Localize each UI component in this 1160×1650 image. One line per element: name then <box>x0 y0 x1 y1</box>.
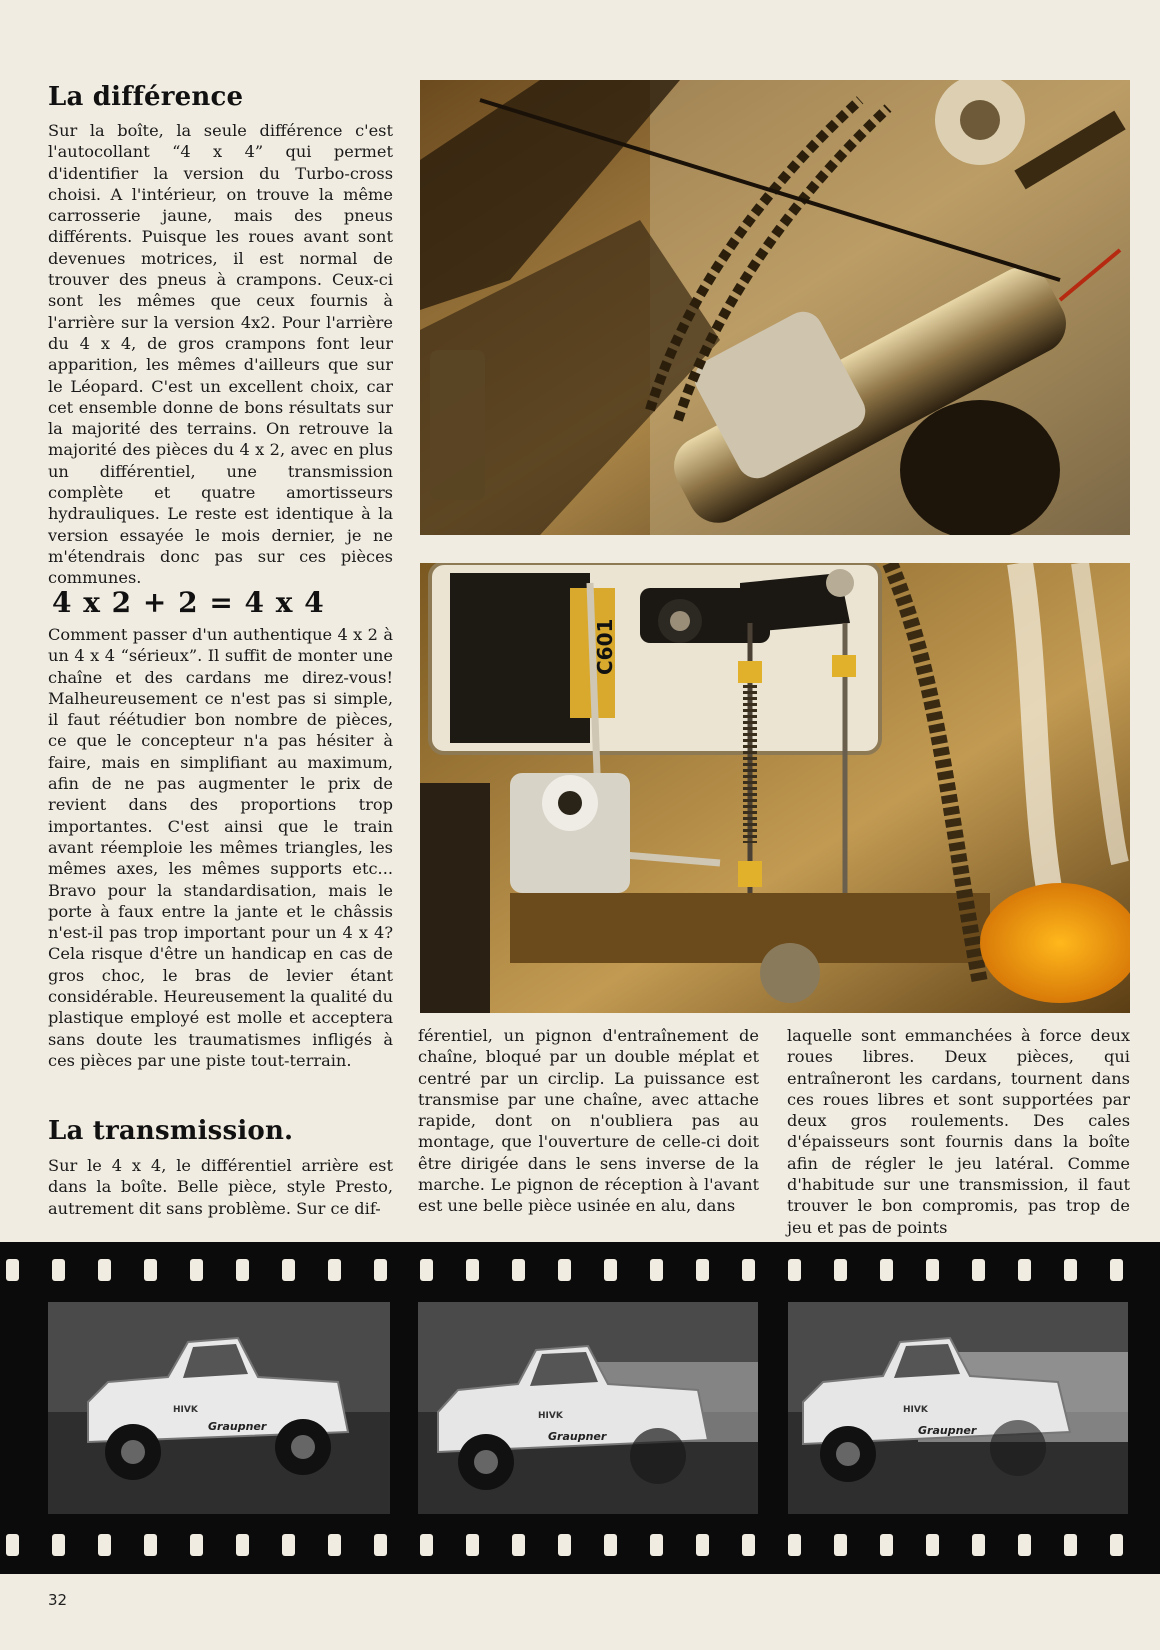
film-frame-3 <box>788 1302 1128 1514</box>
film-frame-2-car <box>418 1302 758 1514</box>
paragraph-4x4 <box>48 624 393 1071</box>
heading-la-difference: La différence <box>48 82 244 112</box>
heading-la-transmission: La transmission. <box>48 1116 294 1146</box>
paragraph-transmission <box>48 1155 393 1219</box>
page-number: 32 <box>48 1591 68 1609</box>
car-sticker-label-3: HIVK <box>903 1405 928 1415</box>
photo-servo-steering <box>420 563 1130 1013</box>
heading-4x2-plus-2: 4 x 2 + 2 = 4 x 4 <box>52 586 325 619</box>
film-frame-1 <box>48 1302 390 1514</box>
paragraph-column-right-text: laquelle sont emmanchées à force deux roues libres. Deux pièces, qui entraîneront les cardans, tournent dans ces roues libres et sont supportées par deux gros roulements. Des cales d'épaisseurs sont fournis dans la boîte afin de régler le jeu latéral. Comme d'habitude sur une transmission, il faut trouver le bon compromis, pas trop de jeu et pas de points <box>787 1026 1130 1237</box>
film-frame-1-car <box>48 1302 390 1514</box>
paragraph-column-mid <box>418 1025 759 1217</box>
car-brand-label-1: Graupner <box>208 1420 267 1433</box>
film-frame-3-car <box>788 1302 1128 1514</box>
car-brand-label-2: Graupner <box>548 1430 607 1443</box>
filmstrip <box>0 1242 1160 1574</box>
photo-servo-steering-art <box>420 563 1130 1013</box>
paragraph-column-right <box>787 1025 1130 1238</box>
car-sticker-label-1: HIVK <box>173 1405 198 1415</box>
servo-label: C601 <box>593 618 617 675</box>
paragraph-transmission-text: Sur le 4 x 4, le différentiel arrière est dans la boîte. Belle pièce, style Presto, autrement dit sans problème. Sur ce dif- <box>48 1156 393 1218</box>
car-brand-label-3: Graupner <box>918 1424 977 1437</box>
paragraph-difference <box>48 120 393 589</box>
car-sticker-label-2: HIVK <box>538 1411 563 1421</box>
photo-chain-drive-art <box>420 80 1130 535</box>
paragraph-difference-text: Sur la boîte, la seule différence c'est l'autocollant “4 x 4” qui permet d'identifier la version du Turbo-cross choisi. A l'intérieur, on trouve la même carrosserie jaune, mais des pneus différents. Puisque les roues avant sont devenues motrices, il est normal de trouver des pneus à crampons. Ceux-ci sont les mêmes que ceux fournis à l'arrière sur la version 4x2. Pour l'arrière du 4 x 4, de gros crampons font leur apparition, les mêmes d'ailleurs que sur le Léopard. C'est un excellent choix, car cet ensemble donne de bons résultats sur la majorité des terrains. On retrouve la majorité des pièces du 4 x 2, avec en plus un différentiel, une transmission complète et quatre amortisseurs hydrauliques. Le reste est identique à la version essayée le mois dernier, je ne m'étendrais donc pas sur ces pièces communes. <box>48 121 393 588</box>
photo-chain-drive <box>420 80 1130 535</box>
paragraph-4x4-text: Comment passer d'un authentique 4 x 2 à un 4 x 4 “sérieux”. Il suffit de monter une chaîne et des cardans me direz-vous! Malheureusement ce n'est pas si simple, il faut réétudier bon nombre de pièces, ce que le concepteur n'a pas hésiter à faire, mais en simplifiant au maximum, afin de ne pas augmenter le prix de revient dans des proportions trop importantes. C'est ainsi que le train avant réemploie les mêmes triangles, les mêmes axes, les mêmes supports etc... Bravo pour la standardisation, mais le porte à faux entre la jante et le châssis n'est-il pas trop important pour un 4 x 4? Cela risque d'être un handicap en cas de gros choc, le bras de levier étant considérable. Heureusement la qualité du plastique employé est molle et acceptera sans doute les traumatismes infligés à ces pièces par une piste tout-terrain. <box>48 625 394 1070</box>
film-frame-2 <box>418 1302 758 1514</box>
paragraph-column-mid-text: férentiel, un pignon d'entraînement de chaîne, bloqué par un double méplat et centré par un circlip. La puissance est transmise par une chaîne, avec attache rapide, dont on n'oubliera pas au montage, que l'ouverture de celle-ci doit être dirigée dans le sens inverse de la marche. Le pignon de réception à l'avant est une belle pièce usinée en alu, dans <box>418 1026 759 1216</box>
